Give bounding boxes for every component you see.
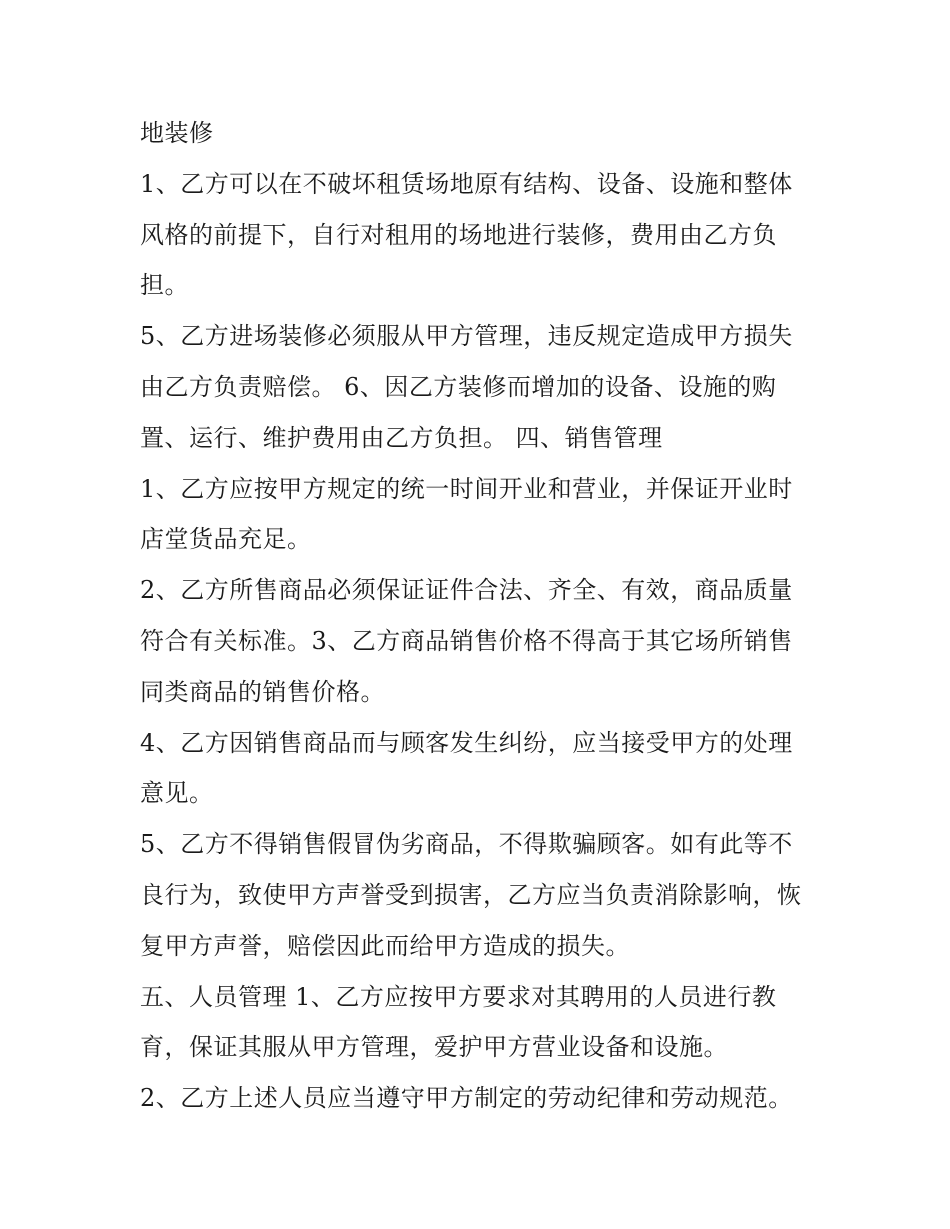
text-line: 5、乙方不得销售假冒伪劣商品，不得欺骗顾客。如有此等不 <box>140 830 793 859</box>
text-line: 5、乙方进场装修必须服从甲方管理，违反规定造成甲方损失 <box>140 322 793 351</box>
text-line: 地装修 <box>140 119 214 147</box>
text-line: 1、乙方可以在不破坏租赁场地原有结构、设备、设施和整体 <box>140 169 793 198</box>
text-line: 2、乙方上述人员应当遵守甲方制定的劳动纪律和劳动规范。 <box>140 1084 793 1113</box>
text-line: 意见。 <box>140 779 214 808</box>
text-line: 担。 <box>140 271 189 300</box>
text-line: 置、运行、维护费用由乙方负担。 四、销售管理 <box>140 423 663 452</box>
document-body <box>140 108 820 1124</box>
text-line: 复甲方声誉，赔偿因此而给甲方造成的损失。 <box>140 931 630 960</box>
text-line: 育，保证其服从甲方管理，爱护甲方营业设备和设施。 <box>140 1033 728 1062</box>
text-line: 风格的前提下，自行对租用的场地进行装修，费用由乙方负 <box>140 220 777 249</box>
text-line: 店堂货品充足。 <box>140 525 312 554</box>
text-line: 良行为，致使甲方声誉受到损害，乙方应当负责消除影响，恢 <box>140 880 802 909</box>
text-line: 1、乙方应按甲方规定的统一时间开业和营业，并保证开业时 <box>140 474 793 503</box>
text-line: 2、乙方所售商品必须保证证件合法、齐全、有效，商品质量 <box>140 576 793 605</box>
text-line: 符合有关标准。3、乙方商品销售价格不得高于其它场所销售 <box>140 626 793 655</box>
text-line: 同类商品的销售价格。 <box>140 677 385 706</box>
text-line: 4、乙方因销售商品而与顾客发生纠纷，应当接受甲方的处理 <box>140 728 793 757</box>
text-line: 由乙方负责赔偿。 6、因乙方装修而增加的设备、设施的购 <box>140 372 777 401</box>
text-line: 五、人员管理 1、乙方应按甲方要求对其聘用的人员进行教 <box>140 982 777 1011</box>
